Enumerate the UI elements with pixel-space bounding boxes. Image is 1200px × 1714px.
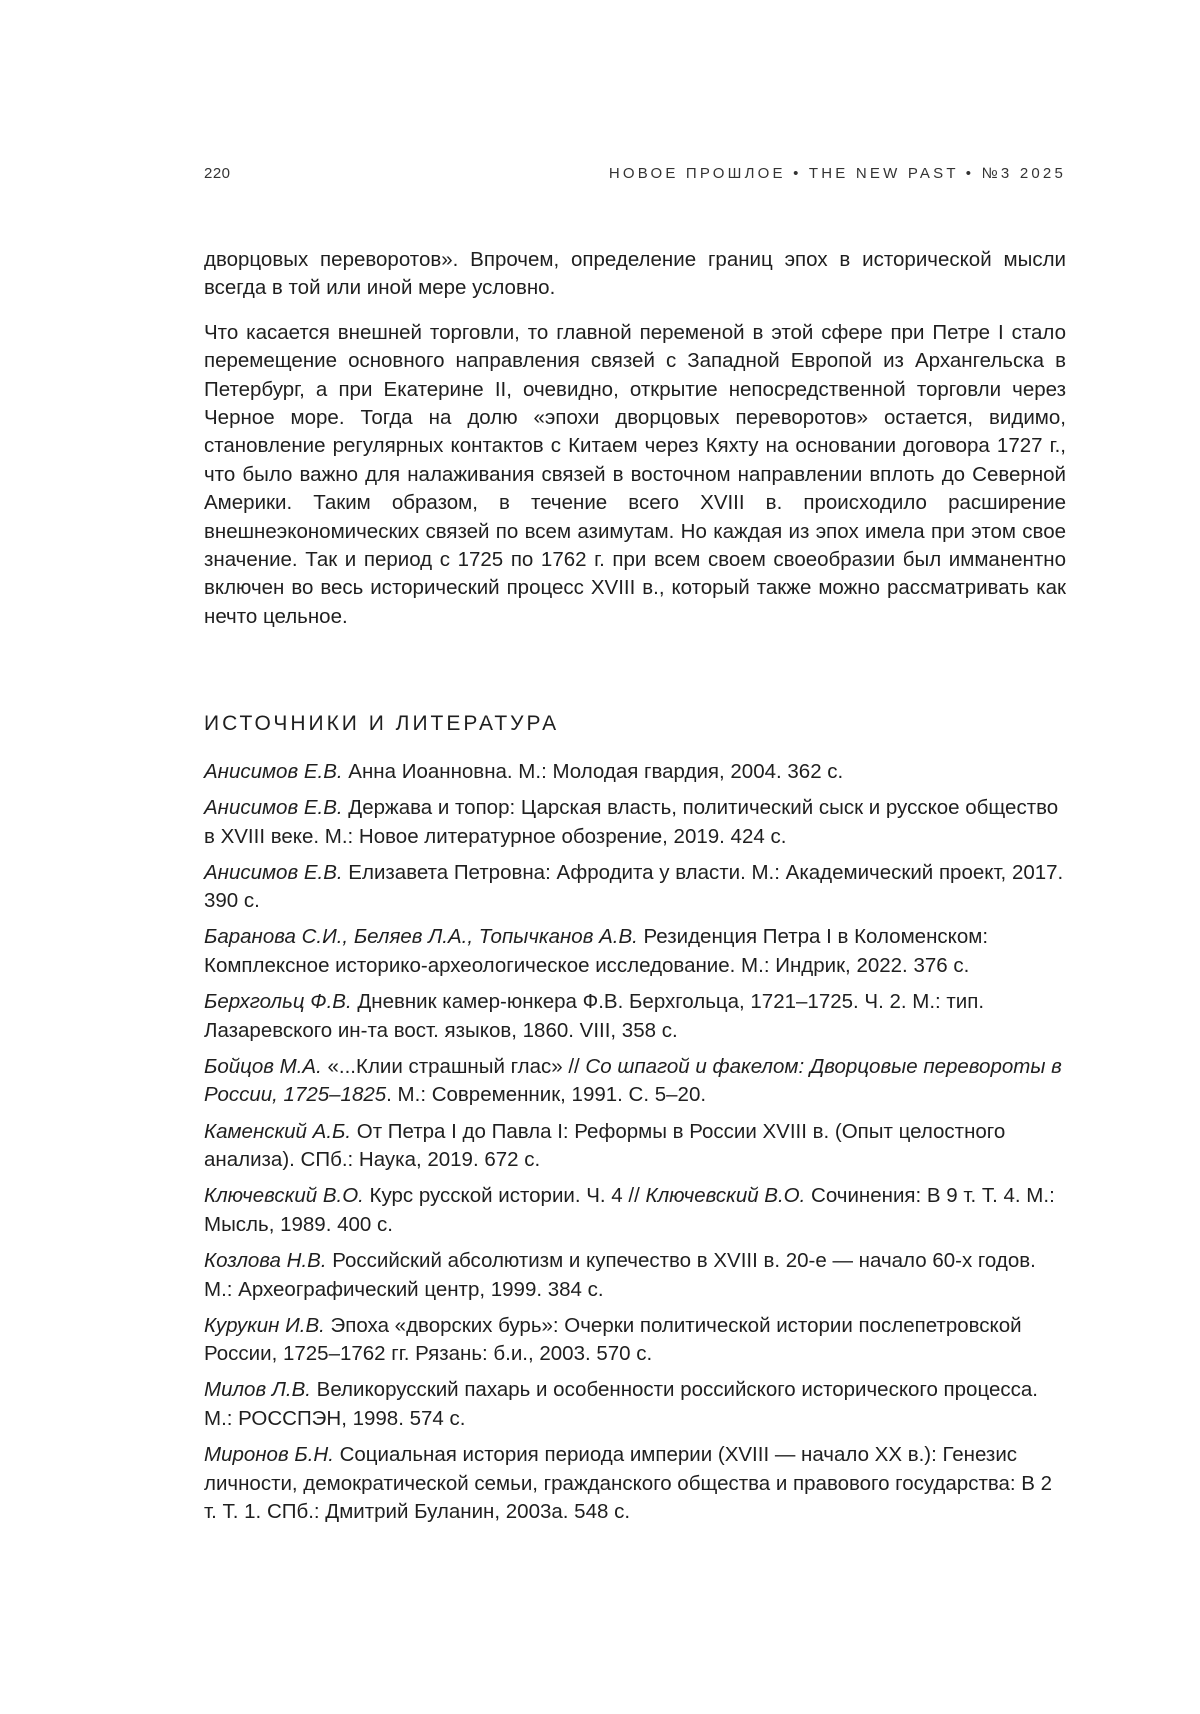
reference-text: «...Клии страшный глас» // [322, 1055, 586, 1078]
paragraph-foreign-trade: Что касается внешней торговли, то главной переменой в этой сфере при Петре I стало перемещение основного направления связей с Западной Европой из Архангельска в Петербург, а при Екатерине II, очевидно, открытие непосредственной торговли через Черное море. Тогда на долю «эпохи дворцовых переворотов» остается, видимо, становление регулярных контактов с Китаем через Кяхту на основании договора 1727 г., что было важно для налаживания связей в восточном направлении вплоть до Северной Америки. Таким образом, в течение всего XVIII в. происходило расширение внешнеэкономических связей по всем азимутам. Но каждая из эпох имела при этом свое значение. Так и период с 1725 по 1762 г. при всем своем своеобразии был имманентно включен во весь исторический процесс XVIII в., который также можно рассматривать как нечто цельное. [204, 319, 1066, 631]
reference-author: Бойцов М.А. [204, 1055, 322, 1078]
reference-author: Берхгольц Ф.В. [204, 990, 352, 1013]
reference-entry [204, 1053, 1066, 1110]
reference-author-repeat: Ключевский В.О. [645, 1184, 805, 1207]
running-head [204, 165, 1066, 189]
reference-author: Курукин И.В. [204, 1314, 325, 1337]
reference-text: Курс русской истории. Ч. 4 // [364, 1184, 646, 1207]
reference-text: Великорусский пахарь и особенности российского исторического процесса. М.: РОССПЭН, 1998. 574 с. [204, 1378, 1038, 1430]
reference-text: Резиденция Петра I в Коломенском: Комплексное историко-археологическое исследование. М.: Индрик, 2022. 376 с. [204, 925, 988, 977]
reference-entry [204, 1376, 1066, 1433]
paragraph-continuation: дворцовых переворотов». Впрочем, определение границ эпох в исторической мысли всегда в той или иной мере условно. [204, 246, 1066, 303]
reference-text: Держава и топор: Царская власть, политический сыск и русское общество в XVIII веке. М.: Новое литературное обозрение, 2019. 424 с. [204, 796, 1058, 848]
body-text [204, 246, 1066, 647]
reference-entry [204, 1118, 1066, 1175]
reference-text: Анна Иоанновна. М.: Молодая гвардия, 2004. 362 с. [343, 760, 844, 783]
journal-title: НОВОЕ ПРОШЛОЕ • THE NEW PAST • №3 2025 [609, 165, 1066, 182]
reference-entry [204, 1247, 1066, 1304]
reference-text: Российский абсолютизм и купечество в XVIII в. 20-е — начало 60-х годов. М.: Археографический центр, 1999. 384 с. [204, 1249, 1036, 1301]
reference-entry [204, 923, 1066, 980]
reference-entry [204, 1312, 1066, 1369]
reference-text: Елизавета Петровна: Афродита у власти. М.: Академический проект, 2017. 390 с. [204, 861, 1063, 913]
reference-text: От Петра I до Павла I: Реформы в России XVIII в. (Опыт целостного анализа). СПб.: Наука, 2019. 672 с. [204, 1120, 1005, 1172]
reference-author: Козлова Н.В. [204, 1249, 327, 1272]
reference-author: Милов Л.В. [204, 1378, 311, 1401]
reference-text-after: Сочинения: В 9 т. Т. 4. М.: Мысль, 1989. 400 с. [204, 1184, 1055, 1236]
reference-author: Анисимов Е.В. [204, 760, 343, 783]
reference-author: Ключевский В.О. [204, 1184, 364, 1207]
reference-entry [204, 859, 1066, 916]
reference-text: Социальная история периода империи (XVIII — начало XX в.): Генезис личности, демократической семьи, гражданского общества и правового государства: В 2 т. Т. 1. СПб.: Дмитрий Буланин, 2003а. 548 с. [204, 1443, 1052, 1523]
references-list [204, 758, 1066, 1534]
reference-author: Каменский А.Б. [204, 1120, 351, 1143]
reference-author: Анисимов Е.В. [204, 796, 343, 819]
page-number: 220 [204, 165, 231, 182]
reference-entry [204, 988, 1066, 1045]
reference-collection-title: Со шпагой и факелом: Дворцовые перевороты в России, 1725–1825 [204, 1055, 1062, 1107]
reference-entry [204, 758, 1066, 787]
references-heading: ИСТОЧНИКИ И ЛИТЕРАТУРА [204, 712, 1066, 736]
reference-text: Эпоха «дворских бурь»: Очерки политической истории послепетровской России, 1725–1762 гг. Рязань: б.и., 2003. 570 с. [204, 1314, 1022, 1366]
reference-author: Миронов Б.Н. [204, 1443, 334, 1466]
journal-page [0, 0, 1200, 1714]
reference-text-after: . М.: Современник, 1991. С. 5–20. [386, 1083, 706, 1106]
reference-author: Баранова С.И., Беляев Л.А., Топычканов А.В. [204, 925, 638, 948]
reference-author: Анисимов Е.В. [204, 861, 343, 884]
reference-entry [204, 1182, 1066, 1239]
reference-text: Дневник камер-юнкера Ф.В. Берхгольца, 1721–1725. Ч. 2. М.: тип. Лазаревского ин-та вост. языков, 1860. VIII, 358 с. [204, 990, 984, 1042]
reference-entry [204, 794, 1066, 851]
reference-entry [204, 1441, 1066, 1527]
